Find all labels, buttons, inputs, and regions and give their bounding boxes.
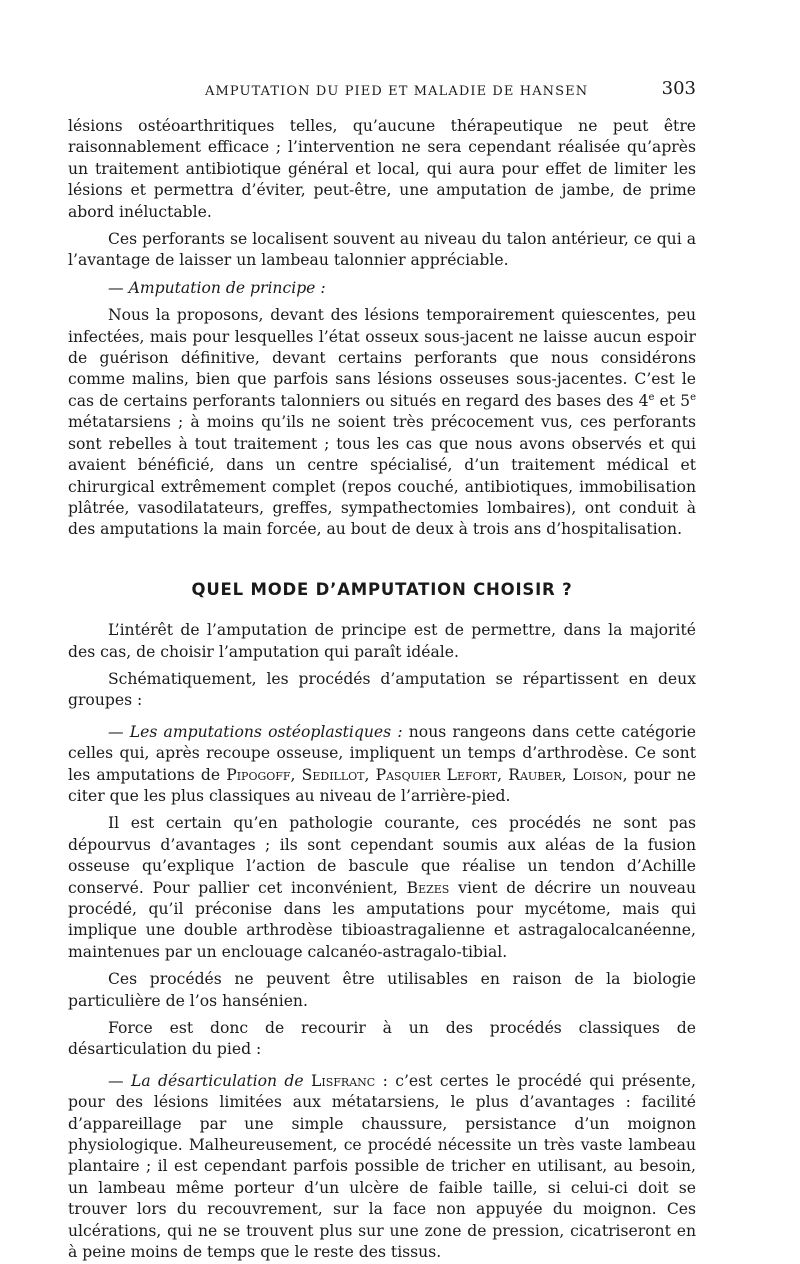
paragraph-os-hansenien: Ces procédés ne peuvent être utilisables en raison de la biologie particulière de l’os hansénien. bbox=[68, 970, 696, 1010]
text-run: nous rangeons dans cette catégorie celles qui, après recoupe osseuse, impliquent un temps d’arthrodèse. Ce sont les amputations de bbox=[68, 722, 697, 784]
text-run: Il est certain qu’en pathologie courante, ces procédés ne sont pas dépourvus d’avantages ; ils sont cependant soumis aux aléas de la fusion osseuse qu’explique l’action de bascule que réalise un tendon d’Achille conservé. Pour pallier cet inconvénient, bbox=[68, 814, 696, 897]
author-name: Pasquier Lefort bbox=[375, 765, 498, 784]
separator: , bbox=[561, 765, 573, 784]
author-name: Pipogoff bbox=[226, 765, 291, 784]
text-run: , pour ne citer que les plus classiques au niveau de l’arrière-pied. bbox=[68, 765, 697, 805]
text-run: vient de décrire un nouveau procédé, qu’il préconise dans les amputations pour mycétome, mais qui implique une double arthrodèse tibioastragalienne et astragalocalcanéenne, maintenues par un enclouage calcanéo-astragalo-tibial. bbox=[68, 878, 696, 961]
text-run: : c’est certes le procédé qui présente, pour des lésions limitées aux métatarsiens, le plus d’avantages : facilité d’appareillage par une simple chaussure, persistance d’un moignon physiologique. Malheureusement, ce procédé nécessite un très vaste lambeau plantaire ; il est cependant parfois possible de tricher en utilisant, au besoin, un lambeau même porteur d’un ulcère de faible taille, si celui-ci doit se trouver lors du recouvrement, sur la face non appuyée du moignon. Ces ulcérations, qui ne se trouvent plus sur une zone de pression, cicatriseront en à peine moins de temps que le reste des tissus. bbox=[68, 1071, 696, 1262]
separator: , bbox=[290, 765, 302, 784]
running-title: AMPUTATION DU PIED ET MALADIE DE HANSEN bbox=[205, 84, 589, 99]
text-run: et 5 bbox=[654, 391, 691, 410]
superscript: e bbox=[648, 391, 655, 403]
paragraph-interet: L’intérêt de l’amputation de principe est de permettre, dans la majorité des cas, de choisir l’amputation qui paraît idéale. bbox=[68, 621, 696, 661]
body-text bbox=[68, 116, 696, 1264]
author-name: Bezes bbox=[406, 878, 450, 897]
separator: , bbox=[364, 765, 376, 784]
running-header bbox=[110, 78, 696, 104]
paragraph-desarticulation: Force est donc de recourir à un des procédés classiques de désarticulation du pied : bbox=[68, 1019, 696, 1059]
paragraph-lisfranc bbox=[68, 1071, 696, 1264]
paragraph-pathologie bbox=[68, 813, 696, 963]
section-heading: QUEL MODE D’AMPUTATION CHOISIR ? bbox=[191, 579, 573, 599]
dash: — bbox=[108, 722, 130, 741]
paragraph-perforants: Ces perforants se localisent souvent au niveau du talon antérieur, ce qui a l’avantage de laisser un lambeau talonnier appréciable. bbox=[68, 230, 696, 270]
paragraph-principe bbox=[68, 305, 696, 540]
paragraph-continuation: lésions ostéoarthritiques telles, qu’aucune thérapeutique ne peut être raisonnablement efficace ; l’intervention ne sera cependant réalisée qu’après un traitement antibiotique général et local, qui aura pour effet de limiter les lésions et permettra d’éviter, peut-être, une amputation de jambe, de prime abord inéluctable. bbox=[68, 117, 696, 221]
author-name: Rauber bbox=[508, 765, 562, 784]
paragraph-osteoplastiques bbox=[68, 722, 696, 808]
author-name: Lisfranc bbox=[311, 1071, 376, 1090]
author-name: Sedillot bbox=[301, 765, 365, 784]
text-run: Nous la proposons, devant des lésions temporairement quiescentes, peu infectées, mais pour lesquelles l’état osseux sous-jacent ne laisse aucun espoir de guérison définitive, devant certains perforants que nous considérons comme malins, bien que parfois sans lésions osseuses sous-jacentes. C’est le cas de certains perforants talonniers ou situés en regard des bases des 4 bbox=[68, 306, 696, 410]
dash: — bbox=[108, 278, 129, 297]
subheading-label: La désarticulation de bbox=[131, 1071, 304, 1090]
subheading-label: Amputation de principe : bbox=[128, 278, 326, 297]
dash: — bbox=[108, 1071, 131, 1090]
page-number: 303 bbox=[661, 78, 696, 99]
separator bbox=[304, 1072, 311, 1090]
separator: , bbox=[497, 765, 509, 784]
author-name: Loison bbox=[572, 765, 623, 784]
superscript: e bbox=[690, 391, 696, 403]
paragraph-schematiquement: Schématiquement, les procédés d’amputation se répartissent en deux groupes : bbox=[68, 669, 696, 710]
subheading-amputation-de-principe bbox=[68, 278, 696, 299]
text-run: métatarsiens ; à moins qu’ils ne soient très précocement vus, ces perforants sont rebelles à tout traitement ; tous les cas que nous avons observés et qui avaient bénéficié, dans un centre spécialisé, d’un traitement médical et chirurgical extrêmement complet (repos couché, antibiotiques, immobilisation plâtrée, vasodilatateurs, greffes, sympathectomies lombaires), ont conduit à des amputations la main forcée, au bout de deux à trois ans d’hospitalisation. bbox=[68, 413, 696, 539]
subheading-label: Les amputations ostéoplastiques : bbox=[129, 722, 403, 741]
